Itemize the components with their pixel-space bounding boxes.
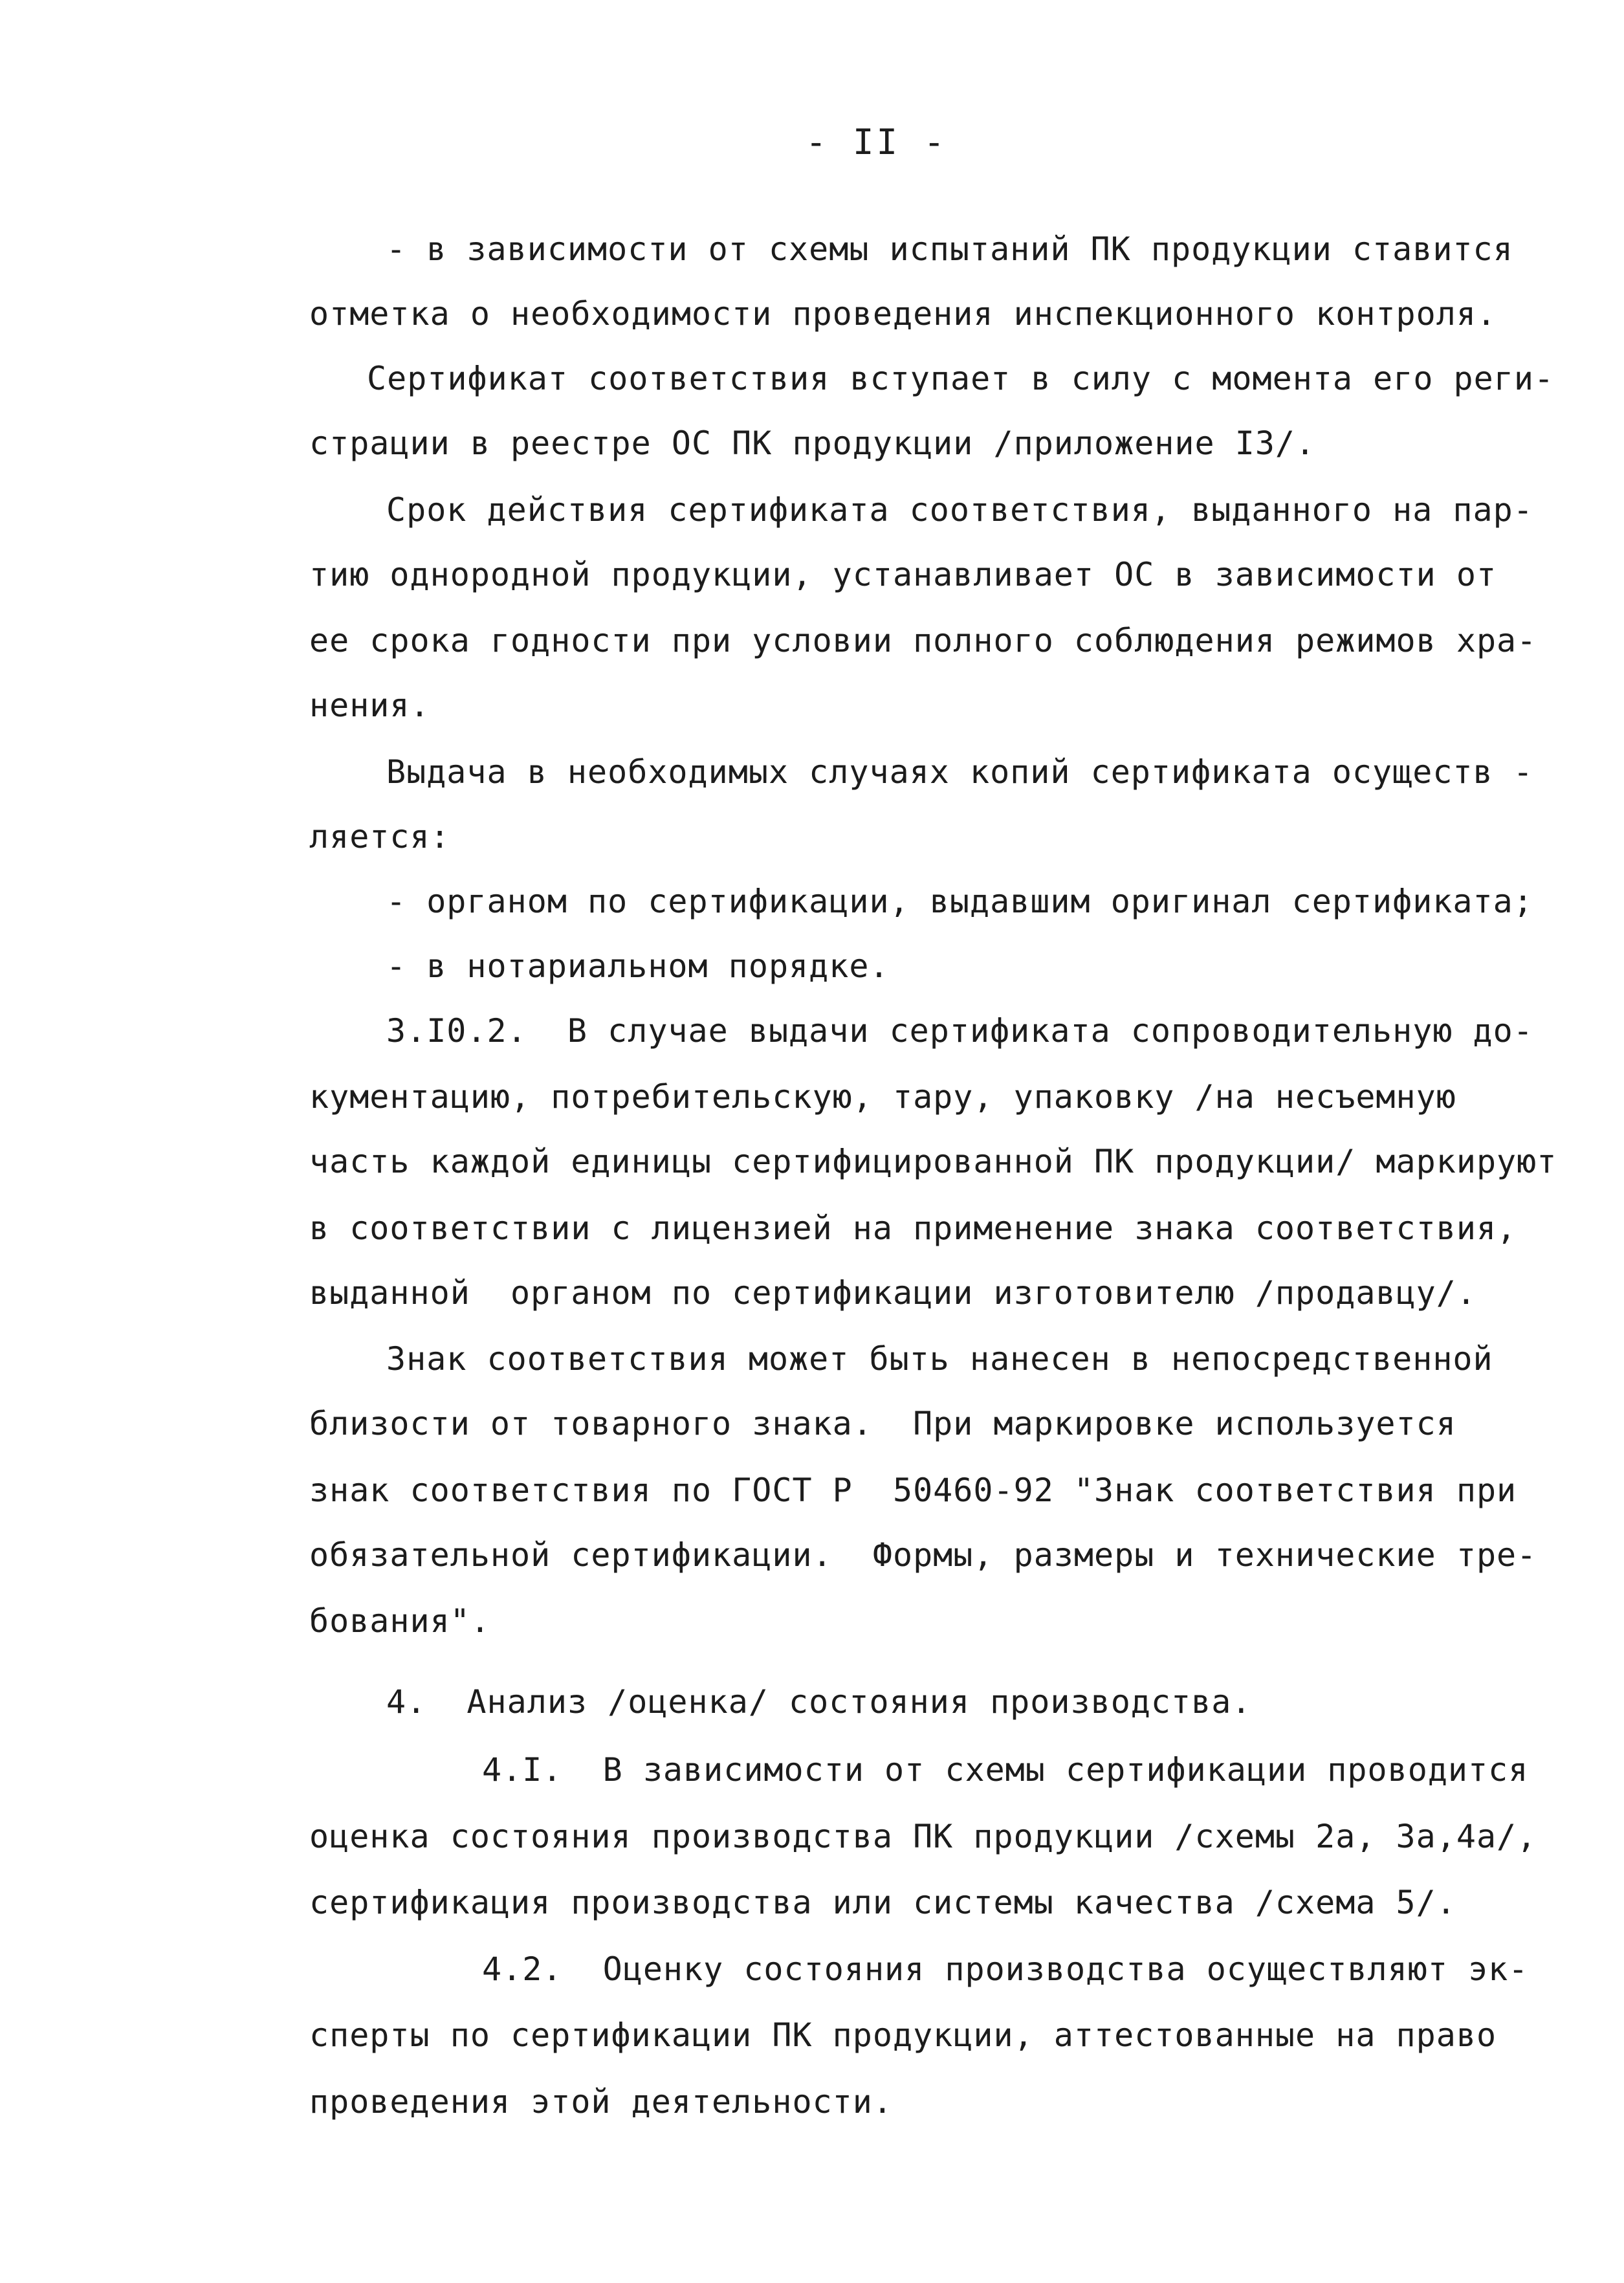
text-line: Выдача в необходимых случаях копий сертификата осуществ -	[386, 753, 1533, 791]
text-line: сперты по сертификации ПК продукции, аттестованные на право	[309, 2016, 1497, 2054]
text-line: страции в реестре ОС ПК продукции /приложение I3/.	[309, 425, 1316, 462]
text-line: 3.I0.2. В случае выдачи сертификата сопроводительную до-	[386, 1012, 1533, 1050]
text-line: нения.	[309, 687, 430, 724]
text-line: знак соответствия по ГОСТ Р 50460-92 "Знак соответствия при	[309, 1472, 1517, 1509]
text-line: часть каждой единицы сертифицированной ПК продукции/ маркируют	[309, 1143, 1557, 1180]
text-line: - в нотариальном порядке.	[386, 947, 890, 985]
text-line: ляется:	[309, 818, 450, 855]
page-number: - II -	[806, 122, 948, 162]
text-line: - в зависимости от схемы испытаний ПК продукции ставится	[386, 230, 1513, 268]
text-line: близости от товарного знака. При маркировке используется	[309, 1405, 1456, 1442]
text-line: 4.2. Оценку состояния производства осуществляют эк-	[482, 1950, 1529, 1988]
text-line: сертификация производства или системы качества /схема 5/.	[309, 1884, 1456, 1921]
text-line: обязательной сертификации. Формы, размеры и технические тре-	[309, 1536, 1537, 1574]
text-line: отметка о необходимости проведения инспекционного контроля.	[309, 295, 1497, 333]
section-heading: 4. Анализ /оценка/ состояния производства.	[386, 1683, 1252, 1721]
text-line: - органом по сертификации, выдавшим оригинал сертификата;	[386, 883, 1533, 920]
text-line: Сертификат соответствия вступает в силу с момента его реги-	[367, 360, 1555, 397]
text-line: бования".	[309, 1602, 490, 1640]
text-line: проведения этой деятельности.	[309, 2083, 893, 2121]
text-line: выданной органом по сертификации изготовителю /продавцу/.	[309, 1274, 1476, 1312]
text-line: ее срока годности при условии полного соблюдения режимов хра-	[309, 622, 1537, 659]
text-line: 4.I. В зависимости от схемы сертификации проводится	[482, 1751, 1529, 1789]
text-line: кументацию, потребительскую, тару, упаковку /на несъемную	[309, 1078, 1456, 1116]
text-line: тию однородной продукции, устанавливает ОС в зависимости от	[309, 556, 1497, 593]
text-line: Знак соответствия может быть нанесен в непосредственной	[386, 1340, 1493, 1378]
text-line: в соответствии с лицензией на применение знака соответствия,	[309, 1209, 1517, 1247]
text-line: оценка состояния производства ПК продукции /схемы 2а, 3а,4а/,	[309, 1818, 1537, 1855]
text-line: Срок действия сертификата соответствия, выданного на пар-	[386, 491, 1533, 529]
